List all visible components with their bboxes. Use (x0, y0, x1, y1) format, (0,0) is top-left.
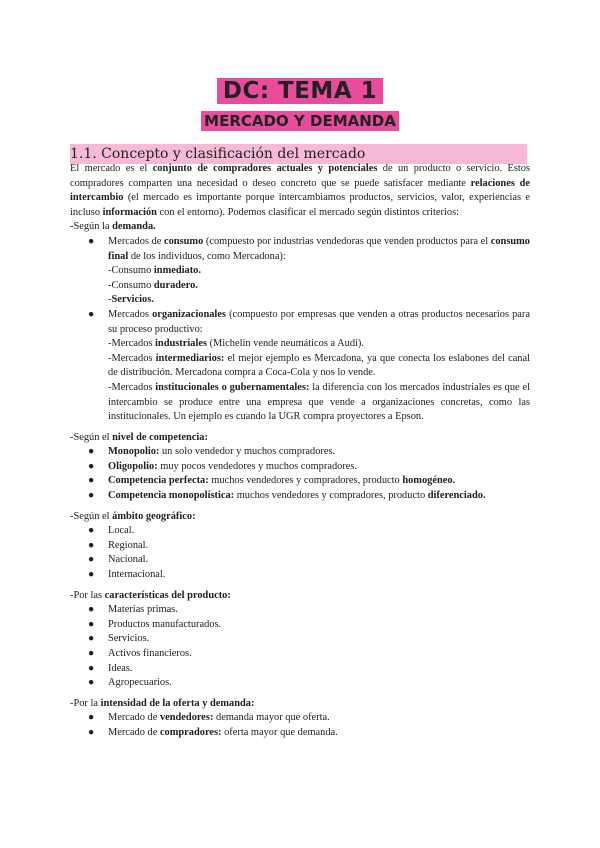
bullet-icon: ● (88, 460, 95, 472)
bullet-icon: ● (88, 662, 95, 674)
text-run: -Por las (70, 589, 105, 601)
bold-text: industriales (155, 338, 207, 350)
oferta-list (70, 711, 530, 740)
bullet-icon: ● (88, 475, 95, 487)
document-title-text: DC: TEMA 1 (217, 78, 383, 104)
text-run: demanda mayor que oferta. (213, 712, 330, 724)
bold-text: duradero. (153, 279, 198, 291)
text-run: muchos vendedores y compradores, producto (234, 490, 428, 502)
sub-item (108, 293, 530, 308)
bold-text: inmediato. (153, 265, 201, 277)
bold-text: Servicios. (111, 294, 154, 306)
bullet-icon: ● (88, 554, 95, 566)
text-run: (compuesto por industrias vendedoras que venden productos para el (203, 235, 491, 247)
bold-text: intensidad de la oferta y demanda: (100, 697, 255, 709)
bold-text: intermediarios: (155, 352, 225, 364)
criterion-geografico-heading (70, 510, 530, 525)
list-item (70, 711, 530, 726)
text-run: oferta mayor que demanda. (221, 726, 338, 738)
list-item (70, 568, 530, 583)
bullet-icon: ● (88, 677, 95, 689)
text-run: Mercado de (108, 712, 160, 724)
text-run: un solo vendedor y muchos compradores. (159, 446, 336, 458)
bold-text: Oligopolio: (108, 460, 158, 472)
consumo-text (108, 235, 530, 264)
bullet-icon: ● (88, 490, 95, 502)
text-run: Servicios. (108, 633, 150, 645)
bold-text: relaciones de intercambio (70, 177, 530, 204)
list-item (70, 662, 530, 677)
text-run: (Michelin vende neumáticos a Audi). (207, 338, 364, 350)
list-item (70, 603, 530, 618)
text-run: Mercados (108, 308, 153, 320)
bold-text: demanda. (112, 221, 156, 233)
document-body (70, 162, 530, 741)
text-run: El mercado es el (70, 163, 153, 174)
text-run: la diferencia con los mercados industriales es que el intercambio se produce entre una empresa que vende a organizaciones concretas, como las institucionales. Un ejemplo es cuando la UGR compra proyectores a Epson. (108, 381, 530, 423)
text-run: Ideas. (108, 662, 133, 674)
geografico-list (70, 524, 530, 582)
consumo-sublist (108, 264, 530, 308)
bullet-icon: ● (88, 633, 95, 645)
list-item (70, 632, 530, 647)
text-run: -Por la (70, 697, 101, 709)
text-run: -Consumo (108, 265, 154, 277)
bold-text: homogéneo. (402, 475, 456, 487)
text-run: de los individuos, como Mercadona): (128, 250, 286, 262)
criterion-producto-heading (70, 589, 530, 604)
sub-item (108, 352, 530, 381)
text-run: Internacional. (108, 569, 166, 581)
bullet-icon: ● (88, 569, 95, 581)
text-run: -Mercados (108, 381, 156, 393)
bullet-icon: ● (88, 648, 95, 659)
bullet-icon: ● (88, 539, 95, 551)
text-run: Local. (108, 525, 135, 537)
organizacionales-text (108, 308, 530, 337)
list-item-consumo (70, 235, 530, 308)
list-item (70, 489, 530, 504)
text-run: Activos financieros. (108, 648, 192, 659)
sub-item (108, 264, 530, 279)
text-run: Nacional. (108, 554, 149, 566)
list-item (70, 676, 530, 691)
text-run: -Según el (70, 510, 113, 522)
criterion-competencia-heading (70, 431, 530, 446)
list-item (70, 726, 530, 741)
list-item (70, 618, 530, 633)
bold-text: información (102, 206, 157, 218)
document-subtitle (0, 111, 600, 131)
producto-list (70, 603, 530, 691)
list-item (70, 524, 530, 539)
bold-text: nivel de competencia: (112, 431, 208, 443)
text-run: (el mercado es importante porque intercambiamos productos, servicios, valor, experiencias e incluso (70, 192, 530, 218)
text-run: Agropecuarios. (108, 677, 172, 689)
text-run: -Consumo (108, 279, 154, 291)
bold-text: Monopolio: (108, 446, 160, 458)
demanda-list (70, 235, 530, 425)
bullet-icon: ● (88, 604, 95, 616)
bold-text: Competencia perfecta: (108, 475, 209, 487)
list-item (70, 445, 530, 460)
criterion-oferta-heading (70, 697, 530, 712)
text-run: Mercado de (108, 726, 160, 738)
text-run: con el entorno). Podemos clasificar el mercado según distintos criterios: (156, 206, 460, 218)
list-item (70, 460, 530, 475)
bullet-icon: ● (88, 446, 95, 458)
text-run: Regional. (108, 539, 149, 551)
bold-text: conjunto de compradores actuales y potenciales (152, 163, 378, 174)
list-item (70, 474, 530, 489)
bold-text: vendedores: (159, 712, 214, 724)
list-item (70, 539, 530, 554)
text-run: -Según el (70, 431, 113, 443)
text-run: - (108, 294, 112, 306)
text-run: (compuesto por empresas que venden a otras productos necesarios para su proceso productivo: (108, 308, 530, 335)
bold-text: consumo final (108, 235, 530, 262)
bold-text: consumo (164, 235, 204, 247)
text-run: de un producto o servicio. Estos compradores comparten una necesidad o deseo concreto que se puede satisfacer mediante (70, 163, 531, 189)
bullet-icon: ● (88, 726, 95, 738)
text-run: -Mercados (108, 338, 156, 350)
text-run: muchos vendedores y compradores, producto (208, 475, 403, 487)
text-run: Materias primas. (108, 604, 178, 616)
bullet-icon: ● (88, 618, 95, 630)
sub-item (108, 279, 530, 294)
criterion-demanda-heading (70, 220, 530, 235)
bold-text: organizacionales (152, 308, 226, 320)
intro-paragraph (70, 162, 530, 220)
list-item (70, 553, 530, 568)
list-item (70, 647, 530, 662)
bold-text: compradores: (159, 726, 222, 738)
competencia-list (70, 445, 530, 503)
document-subtitle-text: MERCADO Y DEMANDA (201, 111, 399, 131)
bold-text: características del producto: (104, 589, 231, 601)
section-heading: 1.1. Concepto y clasificación del mercado (70, 144, 527, 164)
text-run: -Mercados (108, 352, 156, 364)
sub-item (108, 381, 530, 425)
sub-item (108, 337, 530, 352)
bold-text: Competencia monopolística: (108, 490, 235, 502)
bold-text: institucionales o gubernamentales: (155, 381, 310, 393)
text-run: el mejor ejemplo es Mercadona, ya que conecta los eslabones del canal de distribución. Mercadona compra a Coca-Cola y nos lo vende. (108, 352, 531, 379)
organizacionales-sublist (108, 337, 530, 425)
text-run: Productos manufacturados. (108, 618, 222, 630)
bullet-icon: ● (88, 308, 95, 320)
text-run: muy pocos vendedores y muchos compradores. (157, 460, 358, 472)
text-run: -Según la (70, 221, 113, 233)
bullet-icon: ● (88, 712, 95, 724)
text-run: Mercados de (108, 235, 164, 247)
bold-text: diferenciado. (427, 490, 486, 502)
list-item-organizacionales (70, 308, 530, 425)
document-title (0, 77, 600, 105)
bullet-icon: ● (88, 235, 95, 247)
bullet-icon: ● (88, 525, 95, 537)
bold-text: ámbito geográfico: (112, 510, 196, 522)
